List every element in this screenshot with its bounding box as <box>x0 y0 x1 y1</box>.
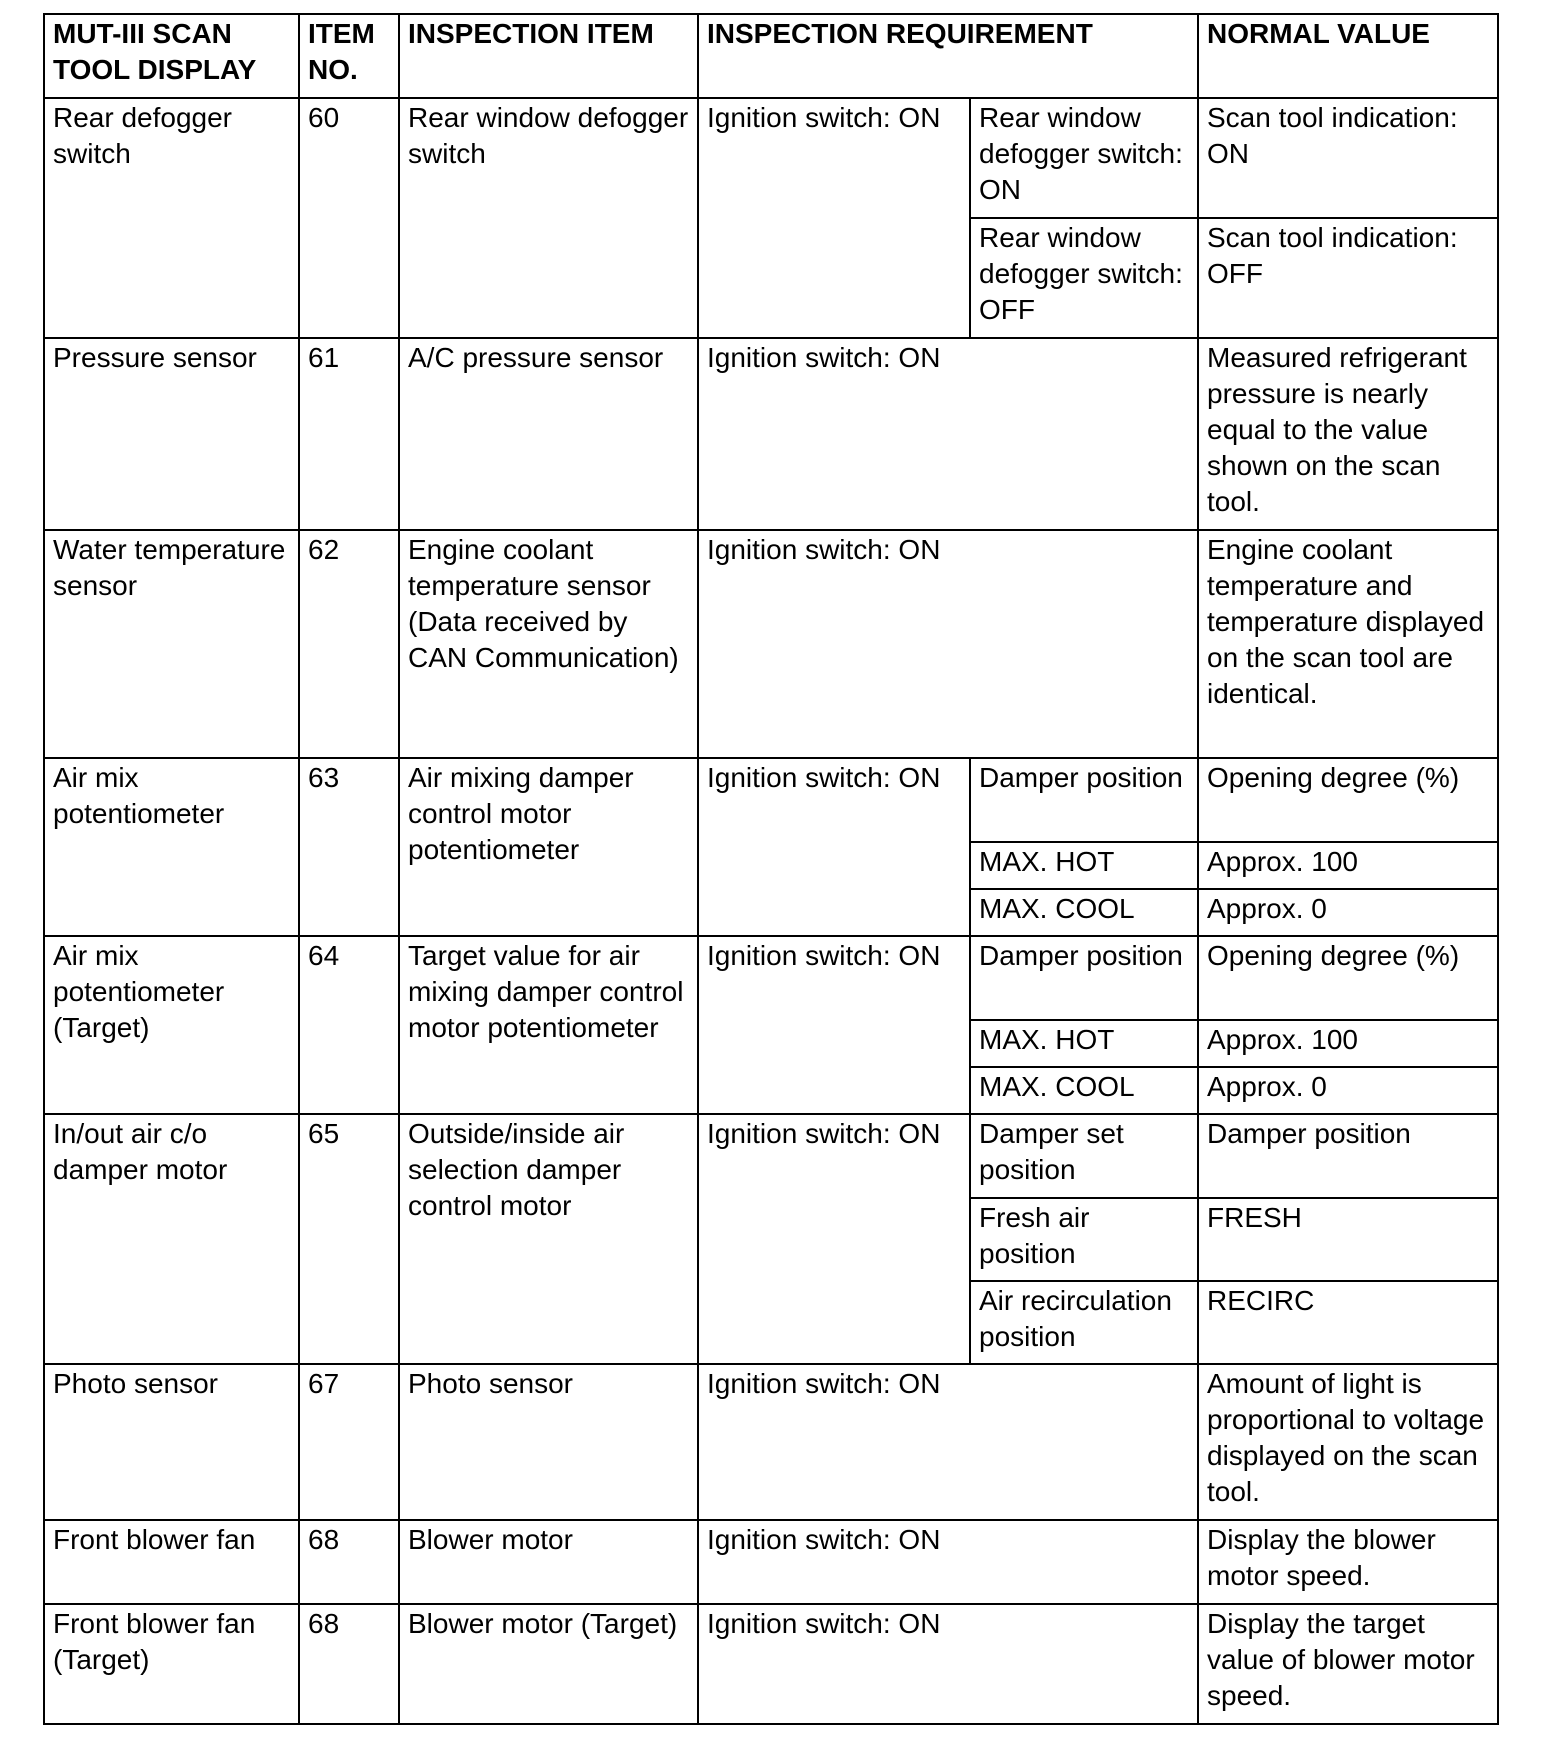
inspection-table <box>43 13 1499 1725</box>
cell-normal-value: Amount of light is proportional to voltage displayed on the scan tool. <box>1198 1364 1498 1520</box>
cell-requirement: Ignition switch: ON <box>698 936 970 1114</box>
cell-condition: Fresh air position <box>970 1198 1198 1281</box>
cell-display: Air mix potentiometer (Target) <box>44 936 299 1114</box>
cell-item-no: 65 <box>299 1114 399 1364</box>
table-header-row <box>44 14 1498 98</box>
header-inspection-item: INSPECTION ITEM <box>399 14 698 98</box>
cell-condition: Rear window defogger switch: OFF <box>970 218 1198 338</box>
cell-requirement: Ignition switch: ON <box>698 1604 1198 1724</box>
table-row <box>44 758 1498 842</box>
cell-display: In/out air c/o damper motor <box>44 1114 299 1364</box>
cell-requirement: Ignition switch: ON <box>698 1114 970 1364</box>
cell-inspection-item: Engine coolant temperature sensor (Data received by CAN Communication) <box>399 530 698 758</box>
header-normal-value: NORMAL VALUE <box>1198 14 1498 98</box>
cell-inspection-item: Rear window defogger switch <box>399 98 698 338</box>
cell-condition: MAX. HOT <box>970 842 1198 889</box>
cell-item-no: 61 <box>299 338 399 530</box>
cell-normal-value: FRESH <box>1198 1198 1498 1281</box>
header-scan-tool-display: MUT-III SCAN TOOL DISPLAY <box>44 14 299 98</box>
cell-normal-value: Engine coolant temperature and temperature displayed on the scan tool are identical. <box>1198 530 1498 758</box>
cell-normal-value: Approx. 100 <box>1198 842 1498 889</box>
cell-requirement: Ignition switch: ON <box>698 98 970 338</box>
cell-normal-value: Opening degree (%) <box>1198 936 1498 1020</box>
cell-normal-value: Damper position <box>1198 1114 1498 1198</box>
table-row <box>44 1364 1498 1520</box>
cell-normal-value: Approx. 0 <box>1198 1067 1498 1114</box>
cell-display: Water temperature sensor <box>44 530 299 758</box>
cell-display: Front blower fan <box>44 1520 299 1604</box>
table-row <box>44 98 1498 218</box>
table-row <box>44 338 1498 530</box>
cell-normal-value: Display the blower motor speed. <box>1198 1520 1498 1604</box>
cell-inspection-item: Photo sensor <box>399 1364 698 1520</box>
cell-display: Pressure sensor <box>44 338 299 530</box>
cell-normal-value: Approx. 100 <box>1198 1020 1498 1067</box>
cell-item-no: 64 <box>299 936 399 1114</box>
cell-condition: Damper position <box>970 758 1198 842</box>
table-row <box>44 936 1498 1020</box>
cell-display: Air mix potentiometer <box>44 758 299 936</box>
cell-inspection-item: Blower motor <box>399 1520 698 1604</box>
cell-item-no: 68 <box>299 1604 399 1724</box>
cell-normal-value: Scan tool indication: OFF <box>1198 218 1498 338</box>
cell-requirement: Ignition switch: ON <box>698 1520 1198 1604</box>
cell-item-no: 60 <box>299 98 399 338</box>
cell-normal-value: Measured refrigerant pressure is nearly equal to the value shown on the scan tool. <box>1198 338 1498 530</box>
table-row <box>44 530 1498 758</box>
cell-display: Photo sensor <box>44 1364 299 1520</box>
cell-condition: Rear window defogger switch: ON <box>970 98 1198 218</box>
header-item-no: ITEM NO. <box>299 14 399 98</box>
cell-inspection-item: Blower motor (Target) <box>399 1604 698 1724</box>
cell-requirement: Ignition switch: ON <box>698 530 1198 758</box>
cell-condition: Damper set position <box>970 1114 1198 1198</box>
cell-condition: MAX. COOL <box>970 889 1198 936</box>
cell-condition: Damper position <box>970 936 1198 1020</box>
cell-requirement: Ignition switch: ON <box>698 338 1198 530</box>
cell-item-no: 67 <box>299 1364 399 1520</box>
inspection-table-sheet <box>43 13 1499 1725</box>
cell-requirement: Ignition switch: ON <box>698 758 970 936</box>
cell-item-no: 63 <box>299 758 399 936</box>
cell-inspection-item: Air mixing damper control motor potentiometer <box>399 758 698 936</box>
cell-normal-value: Opening degree (%) <box>1198 758 1498 842</box>
cell-item-no: 62 <box>299 530 399 758</box>
cell-condition: MAX. COOL <box>970 1067 1198 1114</box>
table-row <box>44 1114 1498 1198</box>
cell-inspection-item: Outside/inside air selection damper control motor <box>399 1114 698 1364</box>
cell-condition: Air recirculation position <box>970 1281 1198 1364</box>
cell-normal-value: Approx. 0 <box>1198 889 1498 936</box>
cell-inspection-item: A/C pressure sensor <box>399 338 698 530</box>
cell-item-no: 68 <box>299 1520 399 1604</box>
table-row <box>44 1520 1498 1604</box>
cell-condition: MAX. HOT <box>970 1020 1198 1067</box>
cell-display: Rear defogger switch <box>44 98 299 338</box>
cell-inspection-item: Target value for air mixing damper control motor potentiometer <box>399 936 698 1114</box>
cell-normal-value: Display the target value of blower motor speed. <box>1198 1604 1498 1724</box>
cell-requirement: Ignition switch: ON <box>698 1364 1198 1520</box>
cell-normal-value: RECIRC <box>1198 1281 1498 1364</box>
cell-normal-value: Scan tool indication: ON <box>1198 98 1498 218</box>
cell-display: Front blower fan (Target) <box>44 1604 299 1724</box>
header-inspection-requirement: INSPECTION REQUIREMENT <box>698 14 1198 98</box>
table-row <box>44 1604 1498 1724</box>
